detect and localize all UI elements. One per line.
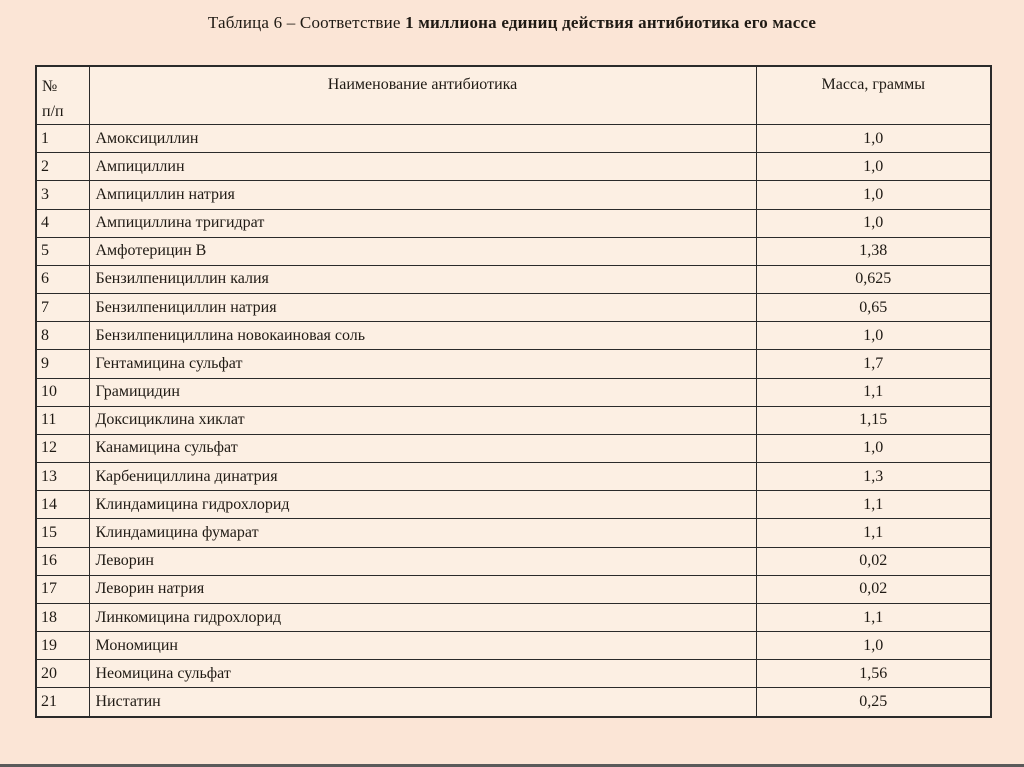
antibiotic-name: Грамицидин — [89, 378, 756, 406]
mass-value: 1,56 — [756, 660, 991, 688]
antibiotic-name: Неомицина сульфат — [89, 660, 756, 688]
antibiotic-name: Бензилпенициллин калия — [89, 265, 756, 293]
mass-value: 1,7 — [756, 350, 991, 378]
row-number: 18 — [36, 603, 89, 631]
antibiotic-name: Леворин натрия — [89, 575, 756, 603]
header-mass: Масса, граммы — [756, 66, 991, 125]
row-number: 10 — [36, 378, 89, 406]
mass-value: 1,15 — [756, 406, 991, 434]
row-number: 3 — [36, 181, 89, 209]
table-row — [36, 660, 991, 688]
mass-value: 1,0 — [756, 322, 991, 350]
row-number: 20 — [36, 660, 89, 688]
antibiotic-name: Ампициллина тригидрат — [89, 209, 756, 237]
mass-value: 0,02 — [756, 575, 991, 603]
table-row — [36, 406, 991, 434]
antibiotic-name: Леворин — [89, 547, 756, 575]
mass-value: 1,0 — [756, 209, 991, 237]
mass-value: 1,3 — [756, 463, 991, 491]
table-row — [36, 322, 991, 350]
mass-value: 1,1 — [756, 603, 991, 631]
row-number: 12 — [36, 434, 89, 462]
table-row — [36, 491, 991, 519]
antibiotic-name: Ампициллин натрия — [89, 181, 756, 209]
antibiotic-name: Клиндамицина фумарат — [89, 519, 756, 547]
page-title-prefix: Таблица 6 – Соответствие — [207, 13, 406, 32]
table-row — [36, 125, 991, 153]
table-body — [36, 125, 991, 718]
antibiotic-name: Доксициклина хиклат — [89, 406, 756, 434]
table-header-row — [36, 66, 991, 125]
page-title-bold: 1 миллиона единиц действия антибиотика его массе — [405, 13, 817, 32]
row-number: 6 — [36, 265, 89, 293]
row-number: 5 — [36, 237, 89, 265]
row-number: 1 — [36, 125, 89, 153]
table-row — [36, 463, 991, 491]
mass-value: 1,0 — [756, 632, 991, 660]
table-row — [36, 153, 991, 181]
table-row — [36, 181, 991, 209]
header-num-line1: № — [42, 78, 58, 95]
row-number: 2 — [36, 153, 89, 181]
antibiotic-name: Бензилпенициллин натрия — [89, 294, 756, 322]
antibiotic-name: Ампициллин — [89, 153, 756, 181]
mass-value: 1,38 — [756, 237, 991, 265]
antibiotic-name: Клиндамицина гидрохлорид — [89, 491, 756, 519]
table-row — [36, 265, 991, 293]
table-row — [36, 603, 991, 631]
row-number: 14 — [36, 491, 89, 519]
mass-value: 1,1 — [756, 378, 991, 406]
mass-value: 1,0 — [756, 181, 991, 209]
mass-value: 0,625 — [756, 265, 991, 293]
table-row — [36, 209, 991, 237]
antibiotic-name: Амфотерицин В — [89, 237, 756, 265]
row-number: 15 — [36, 519, 89, 547]
antibiotic-name: Бензилпенициллина новокаиновая соль — [89, 322, 756, 350]
table-row — [36, 519, 991, 547]
row-number: 19 — [36, 632, 89, 660]
table-row — [36, 632, 991, 660]
row-number: 11 — [36, 406, 89, 434]
row-number: 21 — [36, 688, 89, 717]
antibiotic-name: Нистатин — [89, 688, 756, 717]
antibiotic-name: Амоксициллин — [89, 125, 756, 153]
antibiotics-table — [35, 65, 992, 718]
mass-value: 1,1 — [756, 519, 991, 547]
mass-value: 1,0 — [756, 434, 991, 462]
mass-value: 1,1 — [756, 491, 991, 519]
page-title — [0, 0, 1024, 33]
antibiotic-name: Карбенициллина динатрия — [89, 463, 756, 491]
row-number: 13 — [36, 463, 89, 491]
row-number: 9 — [36, 350, 89, 378]
table-row — [36, 294, 991, 322]
row-number: 7 — [36, 294, 89, 322]
table-row — [36, 434, 991, 462]
header-num — [36, 66, 89, 125]
table-row — [36, 575, 991, 603]
header-antibiotic-name: Наименование антибиотика — [89, 66, 756, 125]
mass-value: 1,0 — [756, 125, 991, 153]
antibiotic-name: Мономицин — [89, 632, 756, 660]
row-number: 8 — [36, 322, 89, 350]
antibiotic-name: Гентамицина сульфат — [89, 350, 756, 378]
header-num-line2: п/п — [42, 103, 64, 120]
antibiotic-name: Линкомицина гидрохлорид — [89, 603, 756, 631]
mass-value: 0,25 — [756, 688, 991, 717]
mass-value: 0,02 — [756, 547, 991, 575]
table-row — [36, 237, 991, 265]
antibiotic-name: Канамицина сульфат — [89, 434, 756, 462]
table-row — [36, 547, 991, 575]
row-number: 4 — [36, 209, 89, 237]
row-number: 16 — [36, 547, 89, 575]
table-row — [36, 350, 991, 378]
mass-value: 1,0 — [756, 153, 991, 181]
table-row — [36, 378, 991, 406]
row-number: 17 — [36, 575, 89, 603]
table-row — [36, 688, 991, 717]
mass-value: 0,65 — [756, 294, 991, 322]
